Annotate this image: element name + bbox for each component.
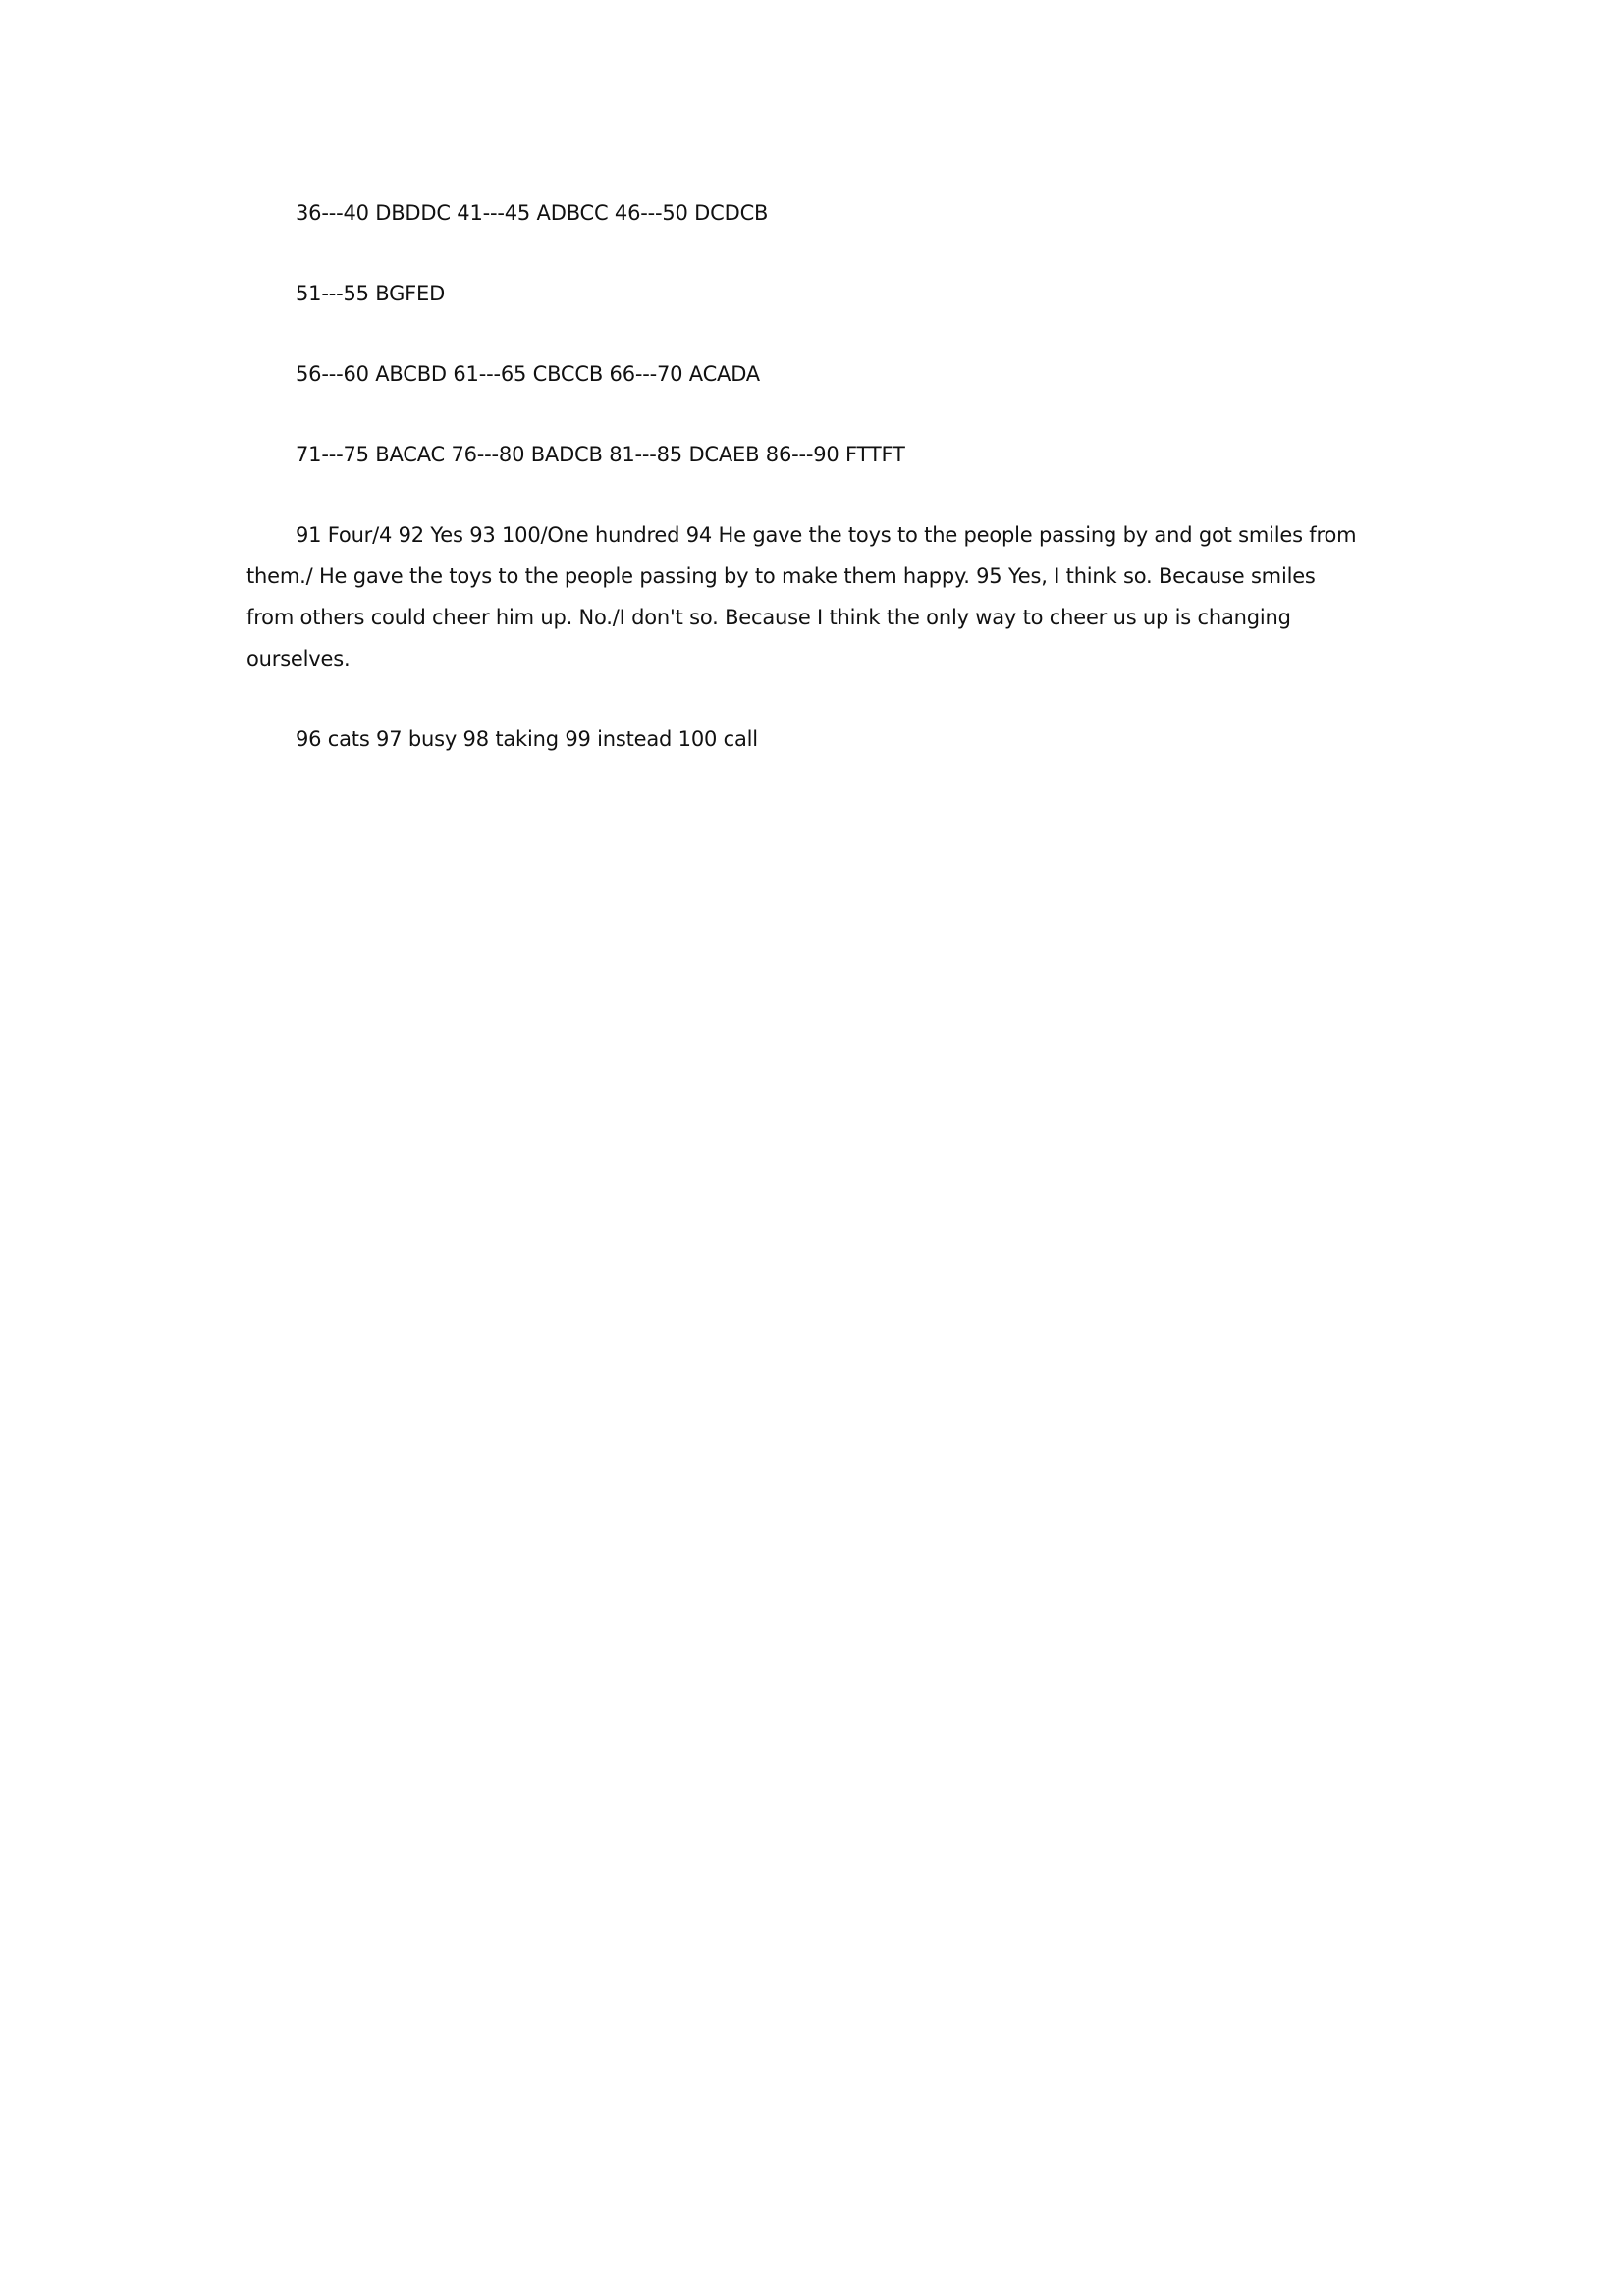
answers-51-55: 51---55 BGFED (296, 282, 446, 305)
answers-91-95: 91 Four/4 92 Yes 93 100/One hundred 94 He gave the toys to the people passing by and got smiles from them./ He gave the toys to the people passing by to make them happy. 95 Yes, I think so. Because smiles from others could cheer him up. No./I don't so. Because I think the only way to cheer us up is changing ourselves. (246, 523, 1357, 670)
answer-key-content (246, 192, 1366, 760)
answers-96-100: 96 cats 97 busy 98 taking 99 instead 100 call (296, 727, 758, 751)
answers-56-70: 56---60 ABCBD 61---65 CBCCB 66---70 ACADA (296, 362, 760, 386)
answers-71-90: 71---75 BACAC 76---80 BADCB 81---85 DCAEB 86---90 FTTFT (296, 443, 905, 466)
answers-36-50: 36---40 DBDDC 41---45 ADBCC 46---50 DCDCB (296, 201, 769, 225)
